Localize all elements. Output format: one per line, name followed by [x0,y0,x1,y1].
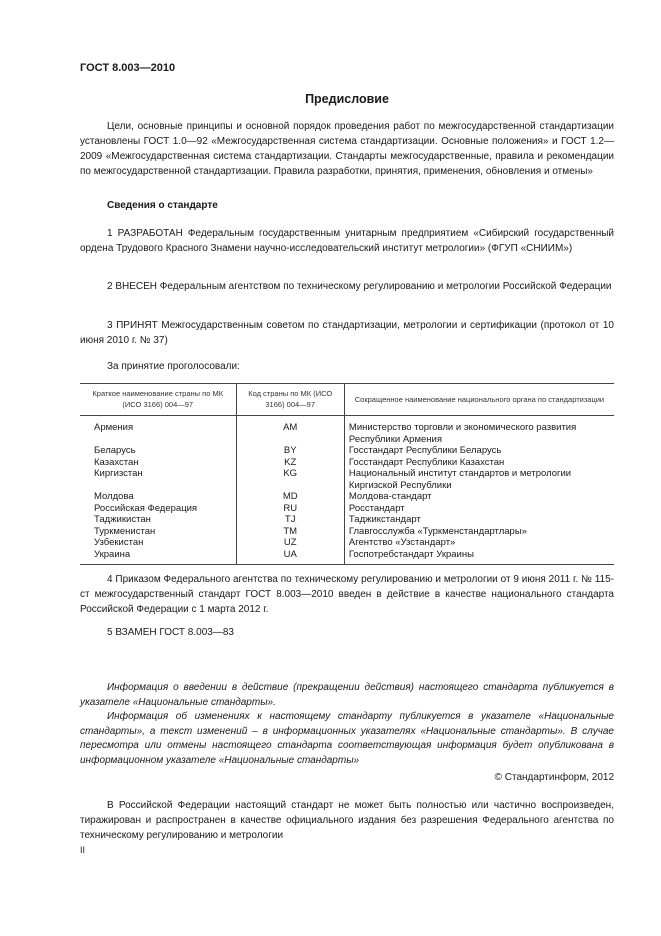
org-cell: Таджикстандарт [344,514,614,526]
code-cell: RU [236,503,344,515]
country-cell: Украина [80,549,236,565]
item-2-paragraph [80,279,614,294]
item-3-paragraph [80,318,614,348]
org-cell: Главгосслужба «Туркменстандартлары» [344,526,614,538]
copyright-line: © Стандартинформ, 2012 [494,772,614,783]
country-cell: Таджикистан [94,514,151,525]
table-row [80,445,614,457]
publication-info [80,681,614,768]
item-1-paragraph [80,226,614,256]
info-text-1: Информация о введении в действие (прекращении действия) настоящего стандарта публикуется в указателе «Национальные стандарты». [80,682,614,708]
vote-label: За принятие проголосовали: [107,361,240,372]
org-cell: Госстандарт Республики Беларусь [344,445,614,457]
header-org: Сокращенное наименование национального органа по стандартизации [344,384,614,416]
info-text-2: Информация об изменениях к настоящему стандарту публикуется в указателе «Национальные стандарты», а текст изменений – в информационных указателях «Национальные стандарты». В случае пересмотра или отмены настоящего стандарта соответствующая информация будет опубликована в информационном указателе «Национальные стандарты» [80,711,614,766]
intro-text: Цели, основные принципы и основной порядок проведения работ по межгосударственной стандартизации установлены ГОСТ 1.0—92 «Межгосударственная система стандартизации. Основные положения» и ГОСТ 1.2—2009 «Межгосударственная система стандартизации. Стандарты межгосударственные, правила и рекомендации по межгосударственной стандартизации. Правила разработки, принятия, применения, обновления и отмены» [80,121,614,177]
item-2-text: 2 ВНЕСЕН Федеральным агентством по техническому регулированию и метрологии Российской Федерации [107,281,612,292]
intro-paragraph [80,119,614,179]
table-row [80,491,614,503]
code-cell: TM [236,526,344,538]
code-cell: UZ [236,537,344,549]
table-row [80,537,614,549]
country-cell: Туркменистан [94,525,156,537]
document-code: ГОСТ 8.003—2010 [80,62,176,74]
org-cell: Госстандарт Республики Казахстан [344,457,614,469]
code-cell: TJ [236,514,344,526]
country-cell: Киргизстан [94,468,143,479]
info-paragraph-2 [80,710,614,768]
table-row [80,526,614,538]
org-cell: Госпотребстандарт Украины [344,549,614,565]
item-4-text: 4 Приказом Федерального агентства по техническому регулированию и метрологии от 9 июня 2011 г. № 115-ст межгосударственный стандарт ГОСТ 8.003—2010 введен в действие в качестве национального стандарта Российской Федерации с 1 марта 2012 г. [80,574,614,615]
country-cell: Молдова [94,491,134,502]
table-row [80,514,614,526]
table-row [80,416,614,446]
section-subheading: Сведения о стандарте [107,200,218,211]
item-3-text: 3 ПРИНЯТ Межгосударственным советом по стандартизации, метрологии и сертификации (протокол от 10 июня 2010 г. № 37) [80,320,614,346]
page-number: II [80,845,86,855]
header-country: Краткое наименование страны по МК (ИСО 3166) 004—97 [80,384,236,416]
item-4-paragraph [80,572,614,617]
item-5-text: 5 ВЗАМЕН ГОСТ 8.003—83 [107,627,234,638]
country-cell: Армения [94,422,134,433]
member-states-table [80,383,614,565]
org-cell: Молдова-стандарт [344,491,614,503]
table-header-row [80,384,614,416]
code-cell: MD [236,491,344,503]
item-1-text: 1 РАЗРАБОТАН Федеральным государственным унитарным предприятием «Сибирский государственный ордена Трудового Красного Знамени научно-исследовательский институт метрологии» (ФГУП «СНИИМ») [80,228,614,254]
page-title: Предисловие [305,92,389,106]
code-cell: AM [236,416,344,446]
country-cell: Российская Федерация [94,502,198,514]
org-cell: Национальный институт стандартов и метрологии Киргизской Республики [344,468,614,491]
country-cell: Беларусь [94,445,136,456]
reproduction-notice [80,798,614,843]
org-cell: Росстандарт [344,503,614,515]
table-row [80,503,614,515]
notice-text: В Российской Федерации настоящий стандарт не может быть полностью или частично воспроизведен, тиражирован и распространен в качестве официального издания без разрешения Федерального агентства по техническому регулированию и метрологии [80,800,614,841]
code-cell: UA [236,549,344,565]
country-cell: Узбекистан [94,537,144,548]
info-paragraph-1 [80,681,614,710]
table-row [80,457,614,469]
code-cell: BY [236,445,344,457]
org-cell: Министерство торговли и экономического развития Республики Армения [344,416,614,446]
code-cell: KG [236,468,344,491]
header-code: Код страны по МК (ИСО 3166) 004—97 [236,384,344,416]
country-cell: Казахстан [94,456,139,468]
item-5-paragraph [80,625,614,640]
org-cell: Агентство «Узстандарт» [344,537,614,549]
table-row [80,468,614,491]
table-row [80,549,614,565]
code-cell: KZ [236,457,344,469]
